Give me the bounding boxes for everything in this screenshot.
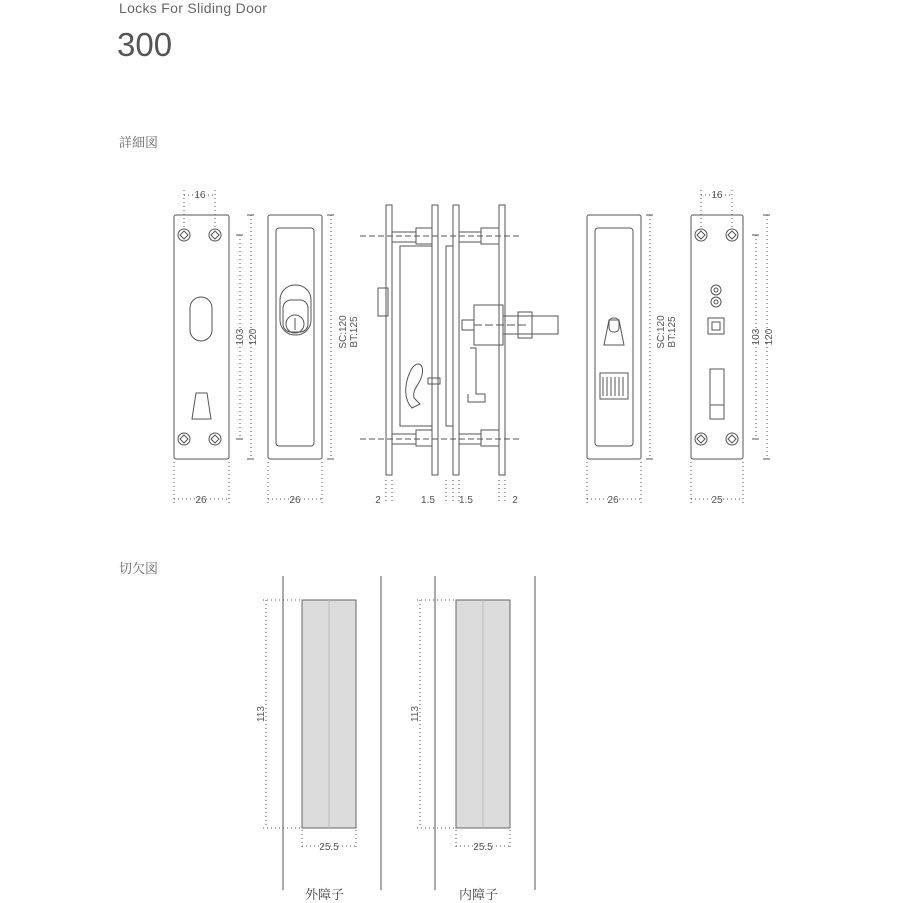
dim-bt-inner: BT:125: [667, 316, 678, 348]
dim-113-inner: 113: [410, 706, 421, 722]
dim-16-outer: 16: [194, 190, 206, 201]
screw-icon: [178, 229, 190, 241]
screw-icon: [695, 229, 707, 241]
dim-103-outer: 103: [235, 328, 246, 346]
outer-pull-view: [268, 215, 334, 503]
inner-sash-caption: 内障子: [459, 888, 499, 903]
screw-icon: [209, 433, 221, 445]
dim-120-inner: 120: [764, 328, 775, 346]
dim-26-outer-pull: 26: [289, 495, 301, 506]
cutout-drawing-label: 切欠図: [119, 562, 159, 577]
section-view: [360, 205, 558, 503]
outer-plate-view: [174, 190, 254, 503]
dim-25-inner-plate: 25: [711, 495, 723, 506]
inner-plate-view: [691, 190, 770, 503]
product-subtitle: Locks For Sliding Door: [119, 0, 268, 16]
dim-2-left: 2: [375, 495, 381, 506]
screw-icon: [726, 229, 738, 241]
outer-sash-caption: 外障子: [305, 888, 345, 903]
dim-120-outer: 120: [248, 328, 259, 346]
screw-icon: [726, 433, 738, 445]
dim-sc-inner: SC:120: [656, 315, 667, 349]
thumb-turn-icon: [406, 364, 423, 408]
screw-icon: [695, 433, 707, 445]
dim-16-inner: 16: [711, 190, 723, 201]
detail-drawing-label: 詳細図: [119, 136, 159, 151]
dim-2-right: 2: [512, 495, 518, 506]
dim-sc-outer: SC:120: [338, 315, 349, 349]
latch-hook: [468, 348, 485, 402]
cylinder-hole: [190, 297, 212, 341]
thumb-turn-slot: [192, 393, 211, 419]
dim-113-outer: 113: [256, 706, 267, 722]
dim-103-inner: 103: [751, 328, 762, 346]
dim-1-5-left: 1.5: [421, 495, 435, 506]
dim-1-5-right: 1.5: [459, 495, 473, 506]
dim-bt-outer: BT:125: [349, 316, 360, 348]
dim-26-inner-pull: 26: [607, 495, 619, 506]
screw-icon: [209, 229, 221, 241]
dim-25-5-inner: 25.5: [473, 842, 493, 853]
dim-26-outer-plate: 26: [195, 495, 207, 506]
model-number: 300: [117, 26, 173, 63]
inner-pull-view: [587, 215, 653, 503]
screw-icon: [178, 433, 190, 445]
dim-25-5-outer: 25.5: [319, 842, 339, 853]
